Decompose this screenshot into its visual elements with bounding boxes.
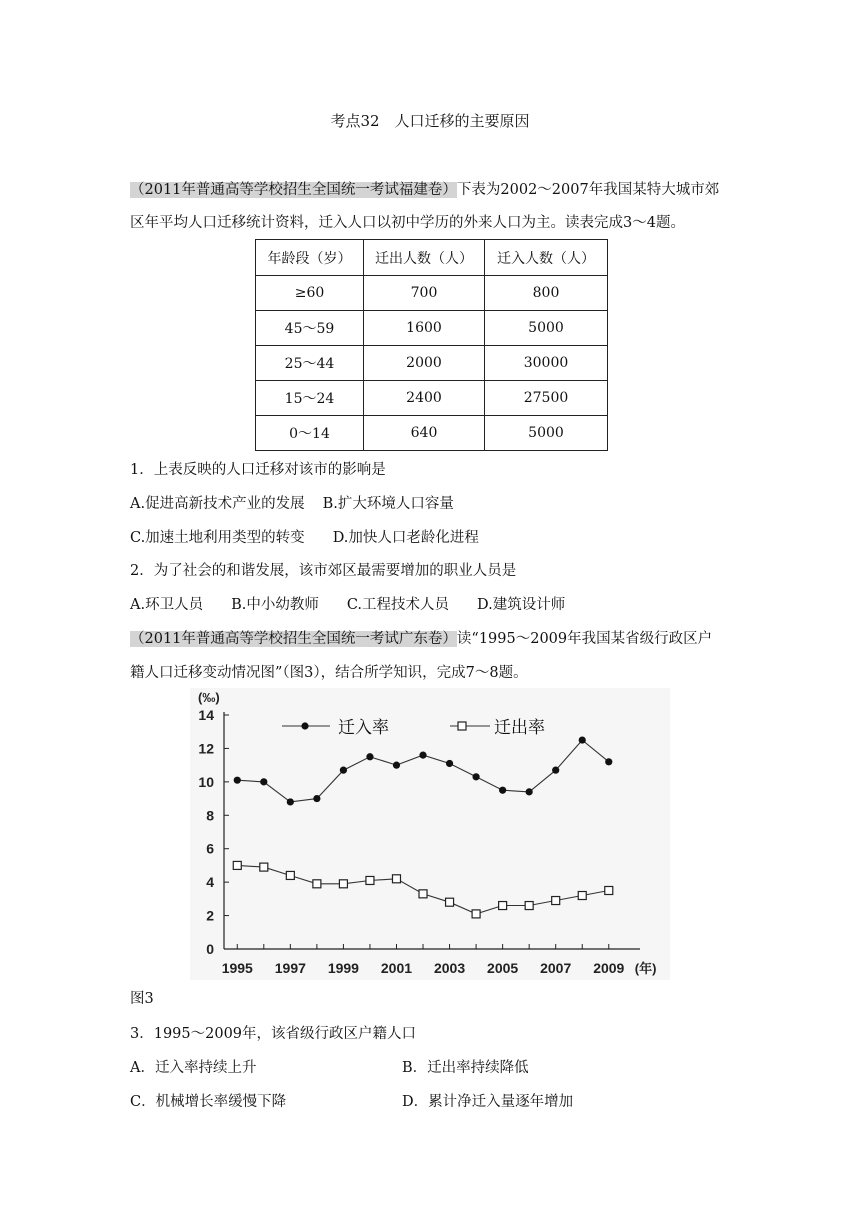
source-tag-fujian: （2011年普通高等学校招生全国统一考试福建卷）	[130, 182, 457, 198]
figure-caption: 图3	[130, 991, 154, 1007]
y-tick-label: 4	[206, 874, 214, 891]
data-point-in-rate	[260, 778, 267, 785]
x-tick-label: 2005	[487, 960, 519, 976]
question-1-options-row-1	[130, 492, 454, 513]
data-point-out-rate	[578, 892, 586, 900]
option-c: C．机械增长率缓慢下降	[130, 1094, 287, 1110]
table-header: 年龄段（岁）	[256, 240, 364, 276]
y-tick-label: 6	[206, 840, 214, 857]
data-point-in-rate	[526, 788, 533, 795]
data-point-out-rate	[313, 880, 321, 888]
data-point-out-rate	[552, 897, 560, 905]
x-tick-label: 2007	[540, 960, 572, 976]
data-point-in-rate	[472, 773, 479, 780]
legend-label-in: 迁入率	[338, 718, 389, 737]
x-tick-label: 1999	[327, 960, 359, 976]
data-point-in-rate	[579, 736, 586, 743]
table-cell: 27500	[485, 381, 608, 416]
data-point-out-rate	[446, 898, 454, 906]
option-d: D.加快人口老龄化进程	[332, 530, 479, 546]
table-cell: 45～59	[256, 311, 364, 346]
table-header: 迁入人数（人）	[485, 240, 608, 276]
intro-1-line-1	[130, 178, 719, 199]
source-tag-guangdong: （2011年普通高等学校招生全国统一考试广东卷）	[130, 631, 457, 647]
option-d: D．累计净迁入量逐年增加	[402, 1094, 574, 1110]
data-point-in-rate	[552, 767, 559, 774]
option-d: D.建筑设计师	[477, 597, 566, 613]
question-2-stem: 2．为了社会的和谐发展，该市郊区最需要增加的职业人员是	[130, 563, 517, 579]
option-b: B．迁出率持续降低	[402, 1060, 529, 1076]
table-row	[256, 276, 608, 311]
table-cell: 1600	[364, 311, 485, 346]
y-tick-label: 14	[198, 707, 214, 723]
table-cell: 30000	[485, 346, 608, 381]
data-point-out-rate	[605, 887, 613, 895]
data-point-out-rate	[339, 880, 347, 888]
x-axis-unit: (年)	[634, 961, 657, 976]
table-row	[256, 381, 608, 416]
data-point-out-rate	[392, 875, 400, 883]
y-tick-label: 0	[206, 941, 214, 957]
question-1-stem: 1．上表反映的人口迁移对该市的影响是	[130, 462, 386, 478]
y-tick-label: 2	[206, 907, 214, 924]
x-tick-label: 1995	[221, 960, 253, 976]
migration-rate-line-chart	[190, 688, 670, 980]
option-a: A.环卫人员	[130, 597, 204, 613]
intro-2-line-2: 籍人口迁移变动情况图”（图3），结合所学知识，完成7～8题。	[130, 665, 528, 681]
x-tick-label: 2003	[433, 960, 466, 976]
option-a: A．迁入率持续上升	[130, 1060, 257, 1076]
option-c: C.工程技术人员	[346, 597, 450, 613]
table-cell: 0～14	[256, 416, 364, 451]
table-cell: 2000	[364, 346, 485, 381]
x-tick-label: 2009	[593, 960, 625, 976]
intro-1-line-2: 区年平均人口迁移统计资料，迁入人口以初中学历的外来人口为主。读表完成3～4题。	[130, 215, 685, 231]
legend-marker-out	[458, 722, 466, 730]
data-point-out-rate	[419, 890, 427, 898]
data-point-in-rate	[234, 777, 241, 784]
data-point-in-rate	[313, 795, 320, 802]
table-cell: 15～24	[256, 381, 364, 416]
y-tick-label: 10	[198, 773, 214, 790]
intro-1-text-1: 下表为2002～2007年我国某特大城市郊	[456, 182, 720, 198]
data-point-out-rate	[525, 902, 533, 910]
chart-background	[190, 688, 670, 980]
y-axis-unit: (‰)	[198, 690, 220, 705]
table-row	[256, 416, 608, 451]
data-point-out-rate	[366, 876, 374, 884]
x-tick-label: 1997	[274, 960, 306, 976]
intro-2-text-1: 读“1995～2009年我国某省级行政区户	[456, 631, 713, 647]
data-point-in-rate	[393, 762, 400, 769]
question-2-options	[130, 593, 565, 614]
option-b: B.中小幼教师	[231, 597, 319, 613]
data-point-out-rate	[233, 861, 241, 869]
data-point-in-rate	[366, 753, 373, 760]
data-point-in-rate	[605, 758, 612, 765]
table-cell: 5000	[485, 416, 608, 451]
question-1-options-row-2	[130, 526, 479, 547]
intro-2-line-1	[130, 627, 712, 648]
option-c: C.加速土地利用类型的转变	[130, 530, 305, 546]
data-point-out-rate	[472, 910, 480, 918]
table-row	[256, 311, 608, 346]
option-a: A.促进高新技术产业的发展	[130, 496, 305, 512]
data-point-in-rate	[499, 787, 506, 794]
data-point-out-rate	[286, 871, 294, 879]
table-cell: 700	[364, 276, 485, 311]
data-point-in-rate	[446, 760, 453, 767]
question-3-stem: 3．1995～2009年，该省级行政区户籍人口	[130, 1026, 417, 1042]
table-cell: 5000	[485, 311, 608, 346]
page-title: 考点32 人口迁移的主要原因	[330, 112, 530, 130]
table-cell: 800	[485, 276, 608, 311]
migration-table	[255, 239, 608, 451]
legend-marker-in	[301, 722, 308, 729]
data-point-out-rate	[499, 902, 507, 910]
table-cell: 640	[364, 416, 485, 451]
data-point-in-rate	[419, 752, 426, 759]
legend-label-out: 迁出率	[494, 718, 545, 737]
y-tick-label: 8	[206, 807, 214, 824]
y-tick-label: 12	[198, 740, 214, 757]
table-row	[256, 346, 608, 381]
table-header-row	[256, 240, 608, 276]
x-tick-label: 2001	[380, 960, 413, 976]
table-cell: ≥60	[256, 276, 364, 311]
data-point-out-rate	[260, 863, 268, 871]
table-cell: 25～44	[256, 346, 364, 381]
table-header: 迁出人数（人）	[364, 240, 485, 276]
table-cell: 2400	[364, 381, 485, 416]
option-b: B.扩大环境人口容量	[322, 496, 454, 512]
data-point-in-rate	[287, 798, 294, 805]
data-point-in-rate	[340, 767, 347, 774]
